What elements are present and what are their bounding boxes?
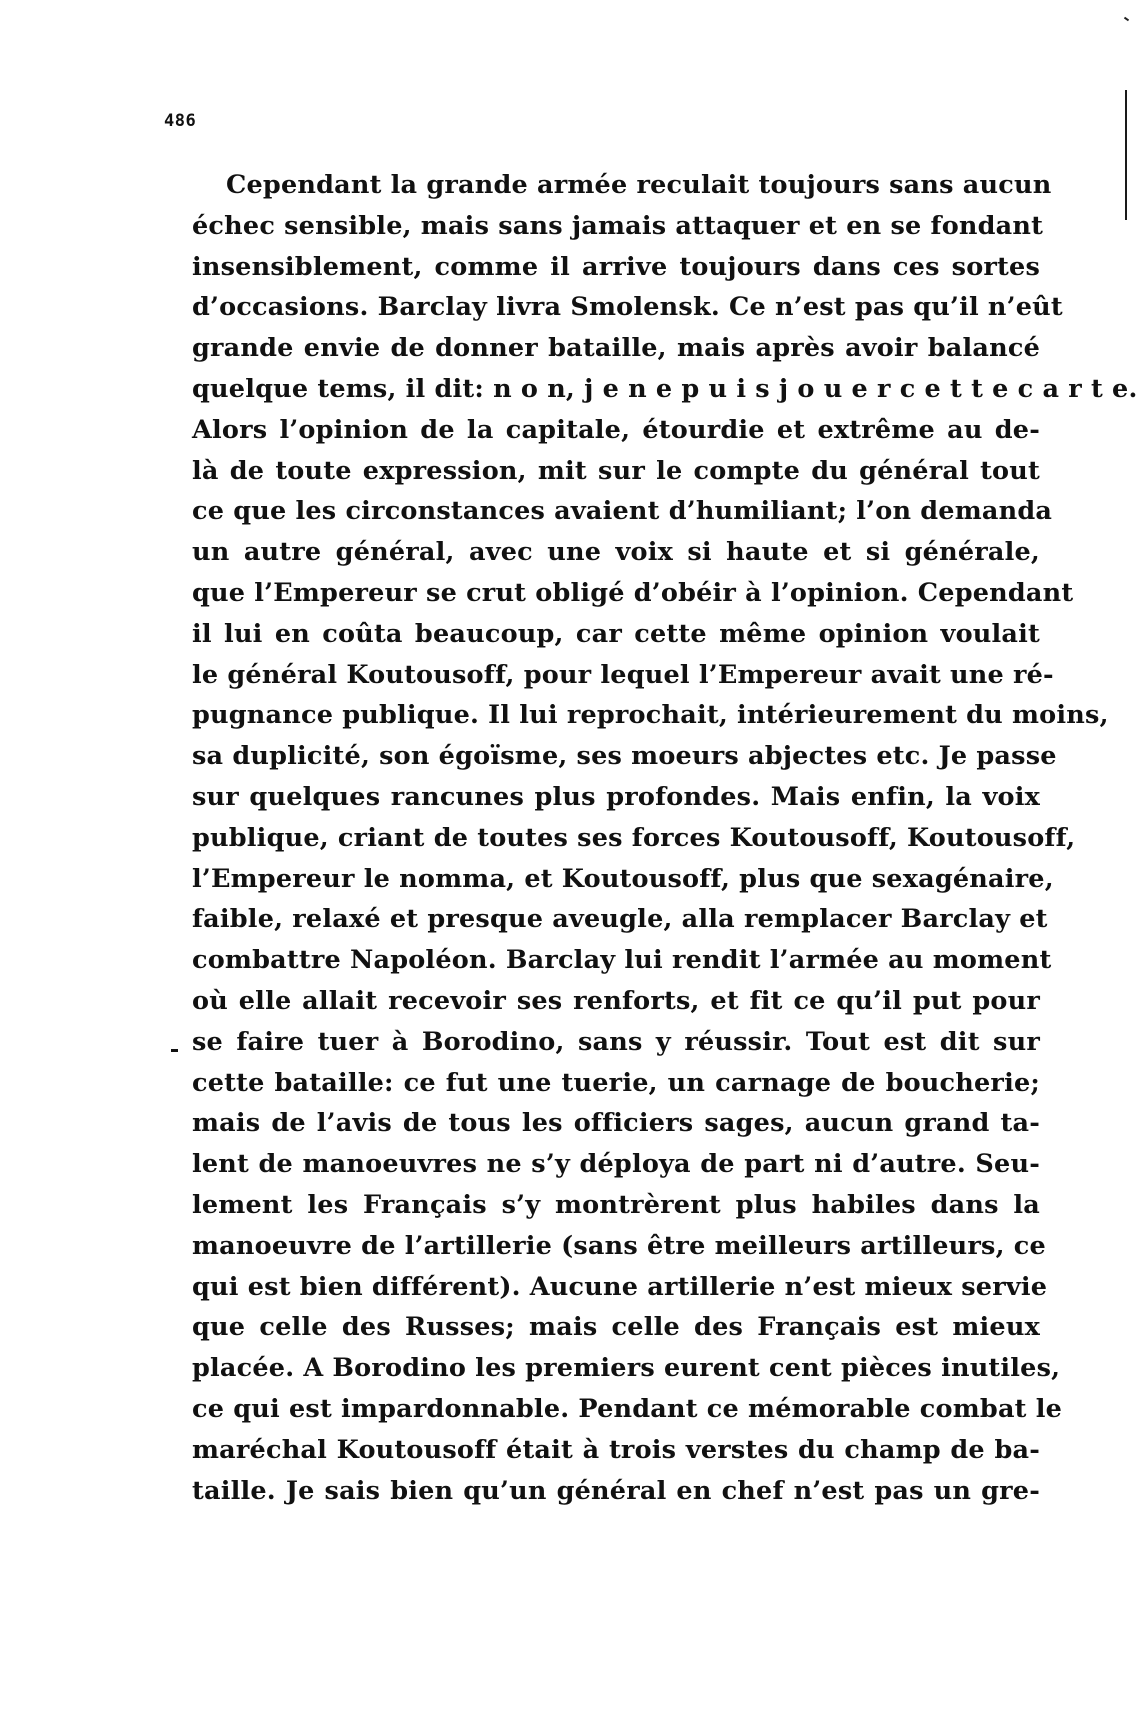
- text-line: là de toute expression, mit sur le compte du général tout: [192, 455, 1040, 486]
- text-line: Cependant la grande armée reculait toujours sans aucun: [226, 170, 1052, 200]
- text-line: il lui en coûta beaucoup, car cette même opinion voulait: [192, 618, 1040, 649]
- text-line: cette bataille: ce fut une tuerie, un carnage de boucherie;: [192, 1067, 1040, 1098]
- text-line: manoeuvre de l’artillerie (sans être meilleurs artilleurs, ce: [192, 1230, 1046, 1261]
- text-line: sur quelques rancunes plus profondes. Mais enfin, la voix: [192, 781, 1040, 812]
- scan-artifact: [1124, 17, 1129, 22]
- text-line: ce qui est impardonnable. Pendant ce mémorable combat le: [192, 1393, 1063, 1424]
- text-line: combattre Napoléon. Barclay lui rendit l’armée au moment: [192, 945, 1052, 976]
- text-line: grande envie de donner bataille, mais après avoir balancé: [192, 333, 1040, 364]
- text-line: le général Koutousoff, pour lequel l’Empereur avait une ré-: [192, 659, 1054, 690]
- scan-edge-mark: [1125, 90, 1127, 220]
- text-line: où elle allait recevoir ses renforts, et fit ce qu’il put pour: [192, 985, 1040, 1016]
- text-line: l’Empereur le nomma, et Koutousoff, plus que sexagénaire,: [192, 863, 1054, 894]
- page-number: 486: [164, 111, 197, 131]
- text-line: un autre général, avec une voix si haute et si générale,: [192, 537, 1040, 568]
- margin-mark: [171, 1049, 178, 1052]
- text-line: placée. A Borodino les premiers eurent cent pièces inutiles,: [192, 1353, 1061, 1384]
- text-line: d’occasions. Barclay livra Smolensk. Ce n’est pas qu’il n’eût: [192, 292, 1063, 323]
- text-line: taille. Je sais bien qu’un général en chef n’est pas un gre-: [192, 1475, 1040, 1506]
- text-line: maréchal Koutousoff était à trois verstes du champ de ba-: [192, 1434, 1040, 1465]
- text-line: ce que les circonstances avaient d’humiliant; l’on demanda: [192, 496, 1053, 527]
- text-line: pugnance publique. Il lui reprochait, intérieurement du moins,: [192, 700, 1109, 731]
- text-line: se faire tuer à Borodino, sans y réussir. Tout est dit sur: [192, 1026, 1040, 1057]
- text-line: lent de manoeuvres ne s’y déploya de part ni d’autre. Seu-: [192, 1149, 1040, 1180]
- text-line: qui est bien différent). Aucune artillerie n’est mieux servie: [192, 1271, 1048, 1302]
- text-line: faible, relaxé et presque aveugle, alla remplacer Barclay et: [192, 904, 1048, 935]
- text-line: publique, criant de toutes ses forces Koutousoff, Koutousoff,: [192, 822, 1076, 853]
- text-line: insensiblement, comme il arrive toujours dans ces sortes: [192, 251, 1040, 282]
- text-line: lement les Français s’y montrèrent plus habiles dans la: [192, 1189, 1040, 1220]
- text-line: sa duplicité, son égoïsme, ses moeurs abjectes etc. Je passe: [192, 741, 1057, 772]
- text-line: mais de l’avis de tous les officiers sages, aucun grand ta-: [192, 1108, 1040, 1139]
- text-line: échec sensible, mais sans jamais attaquer et en se fondant: [192, 210, 1044, 241]
- text-line: Alors l’opinion de la capitale, étourdie et extrême au de-: [192, 414, 1040, 445]
- body-text: [192, 165, 1138, 1511]
- text-line: quelque tems, il dit: n o n, j e n e p u i s j o u e r c e t t e c a r t e.: [192, 373, 1138, 404]
- text-line: que l’Empereur se crut obligé d’obéir à l’opinion. Cependant: [192, 577, 1074, 608]
- text-line: que celle des Russes; mais celle des Français est mieux: [192, 1312, 1040, 1343]
